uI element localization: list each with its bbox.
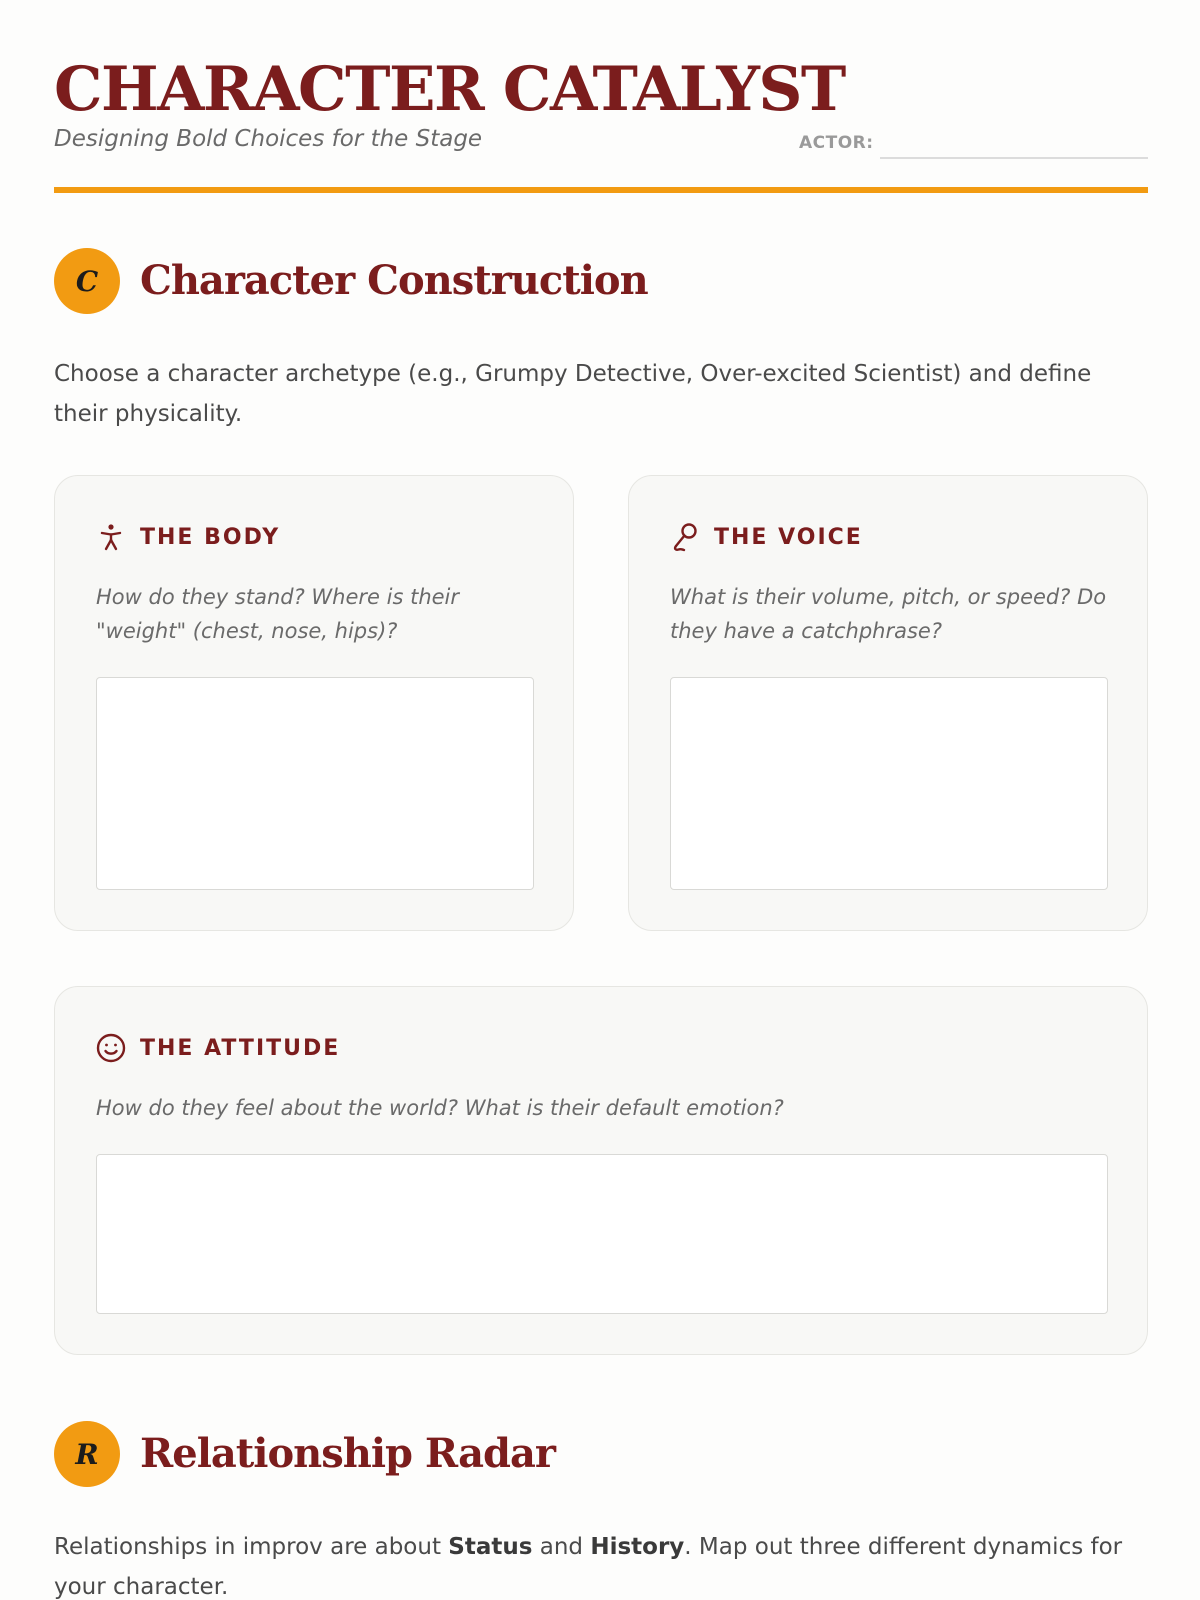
card-title-voice: THE VOICE [714, 524, 863, 550]
card-header-body [96, 522, 280, 552]
card-the-attitude [54, 986, 1148, 1355]
smiley-icon [96, 1033, 126, 1063]
person-icon [96, 522, 126, 552]
card-header-voice [670, 522, 863, 552]
section-description-relationship-radar [54, 1527, 1148, 1600]
card-the-body [54, 475, 574, 931]
page-subtitle: Designing Bold Choices for the Stage [54, 126, 483, 152]
microphone-icon [670, 522, 700, 552]
worksheet-page [54, 0, 1148, 1600]
section-title-relationship-radar: Relationship Radar [140, 1430, 555, 1477]
description-text-start: Relationships in improv are about [54, 1534, 449, 1560]
body-answer-field[interactable] [96, 677, 534, 890]
page-title: CHARACTER CATALYST [54, 54, 845, 125]
history-keyword: History [590, 1534, 685, 1560]
voice-answer-field[interactable] [670, 677, 1108, 890]
card-prompt-body: How do they stand? Where is their "weight" (chest, nose, hips)? [96, 585, 460, 643]
description-text-middle: and [532, 1534, 591, 1560]
section-description-character-construction: Choose a character archetype (e.g., Grumpy Detective, Over-excited Scientist) and define their physicality. [54, 361, 1092, 427]
status-keyword: Status [448, 1534, 533, 1560]
attitude-answer-field[interactable] [96, 1154, 1108, 1314]
card-the-voice [628, 475, 1148, 931]
card-prompt-attitude: How do they feel about the world? What is their default emotion? [96, 1096, 784, 1120]
section-badge-c: C [54, 248, 120, 314]
section-badge-r: R [54, 1421, 120, 1487]
description-text-end: . Map out three different dynamics for your character. [54, 1534, 1123, 1600]
card-header-attitude [96, 1033, 340, 1063]
card-title-attitude: THE ATTITUDE [140, 1035, 341, 1061]
section-title-character-construction: Character Construction [140, 257, 648, 304]
actor-label: ACTOR: [799, 133, 874, 153]
header-divider [54, 187, 1148, 193]
card-prompt-voice: What is their volume, pitch, or speed? Do they have a catchphrase? [670, 585, 1107, 643]
actor-name-input[interactable] [880, 127, 1148, 159]
card-title-body: THE BODY [140, 524, 281, 550]
